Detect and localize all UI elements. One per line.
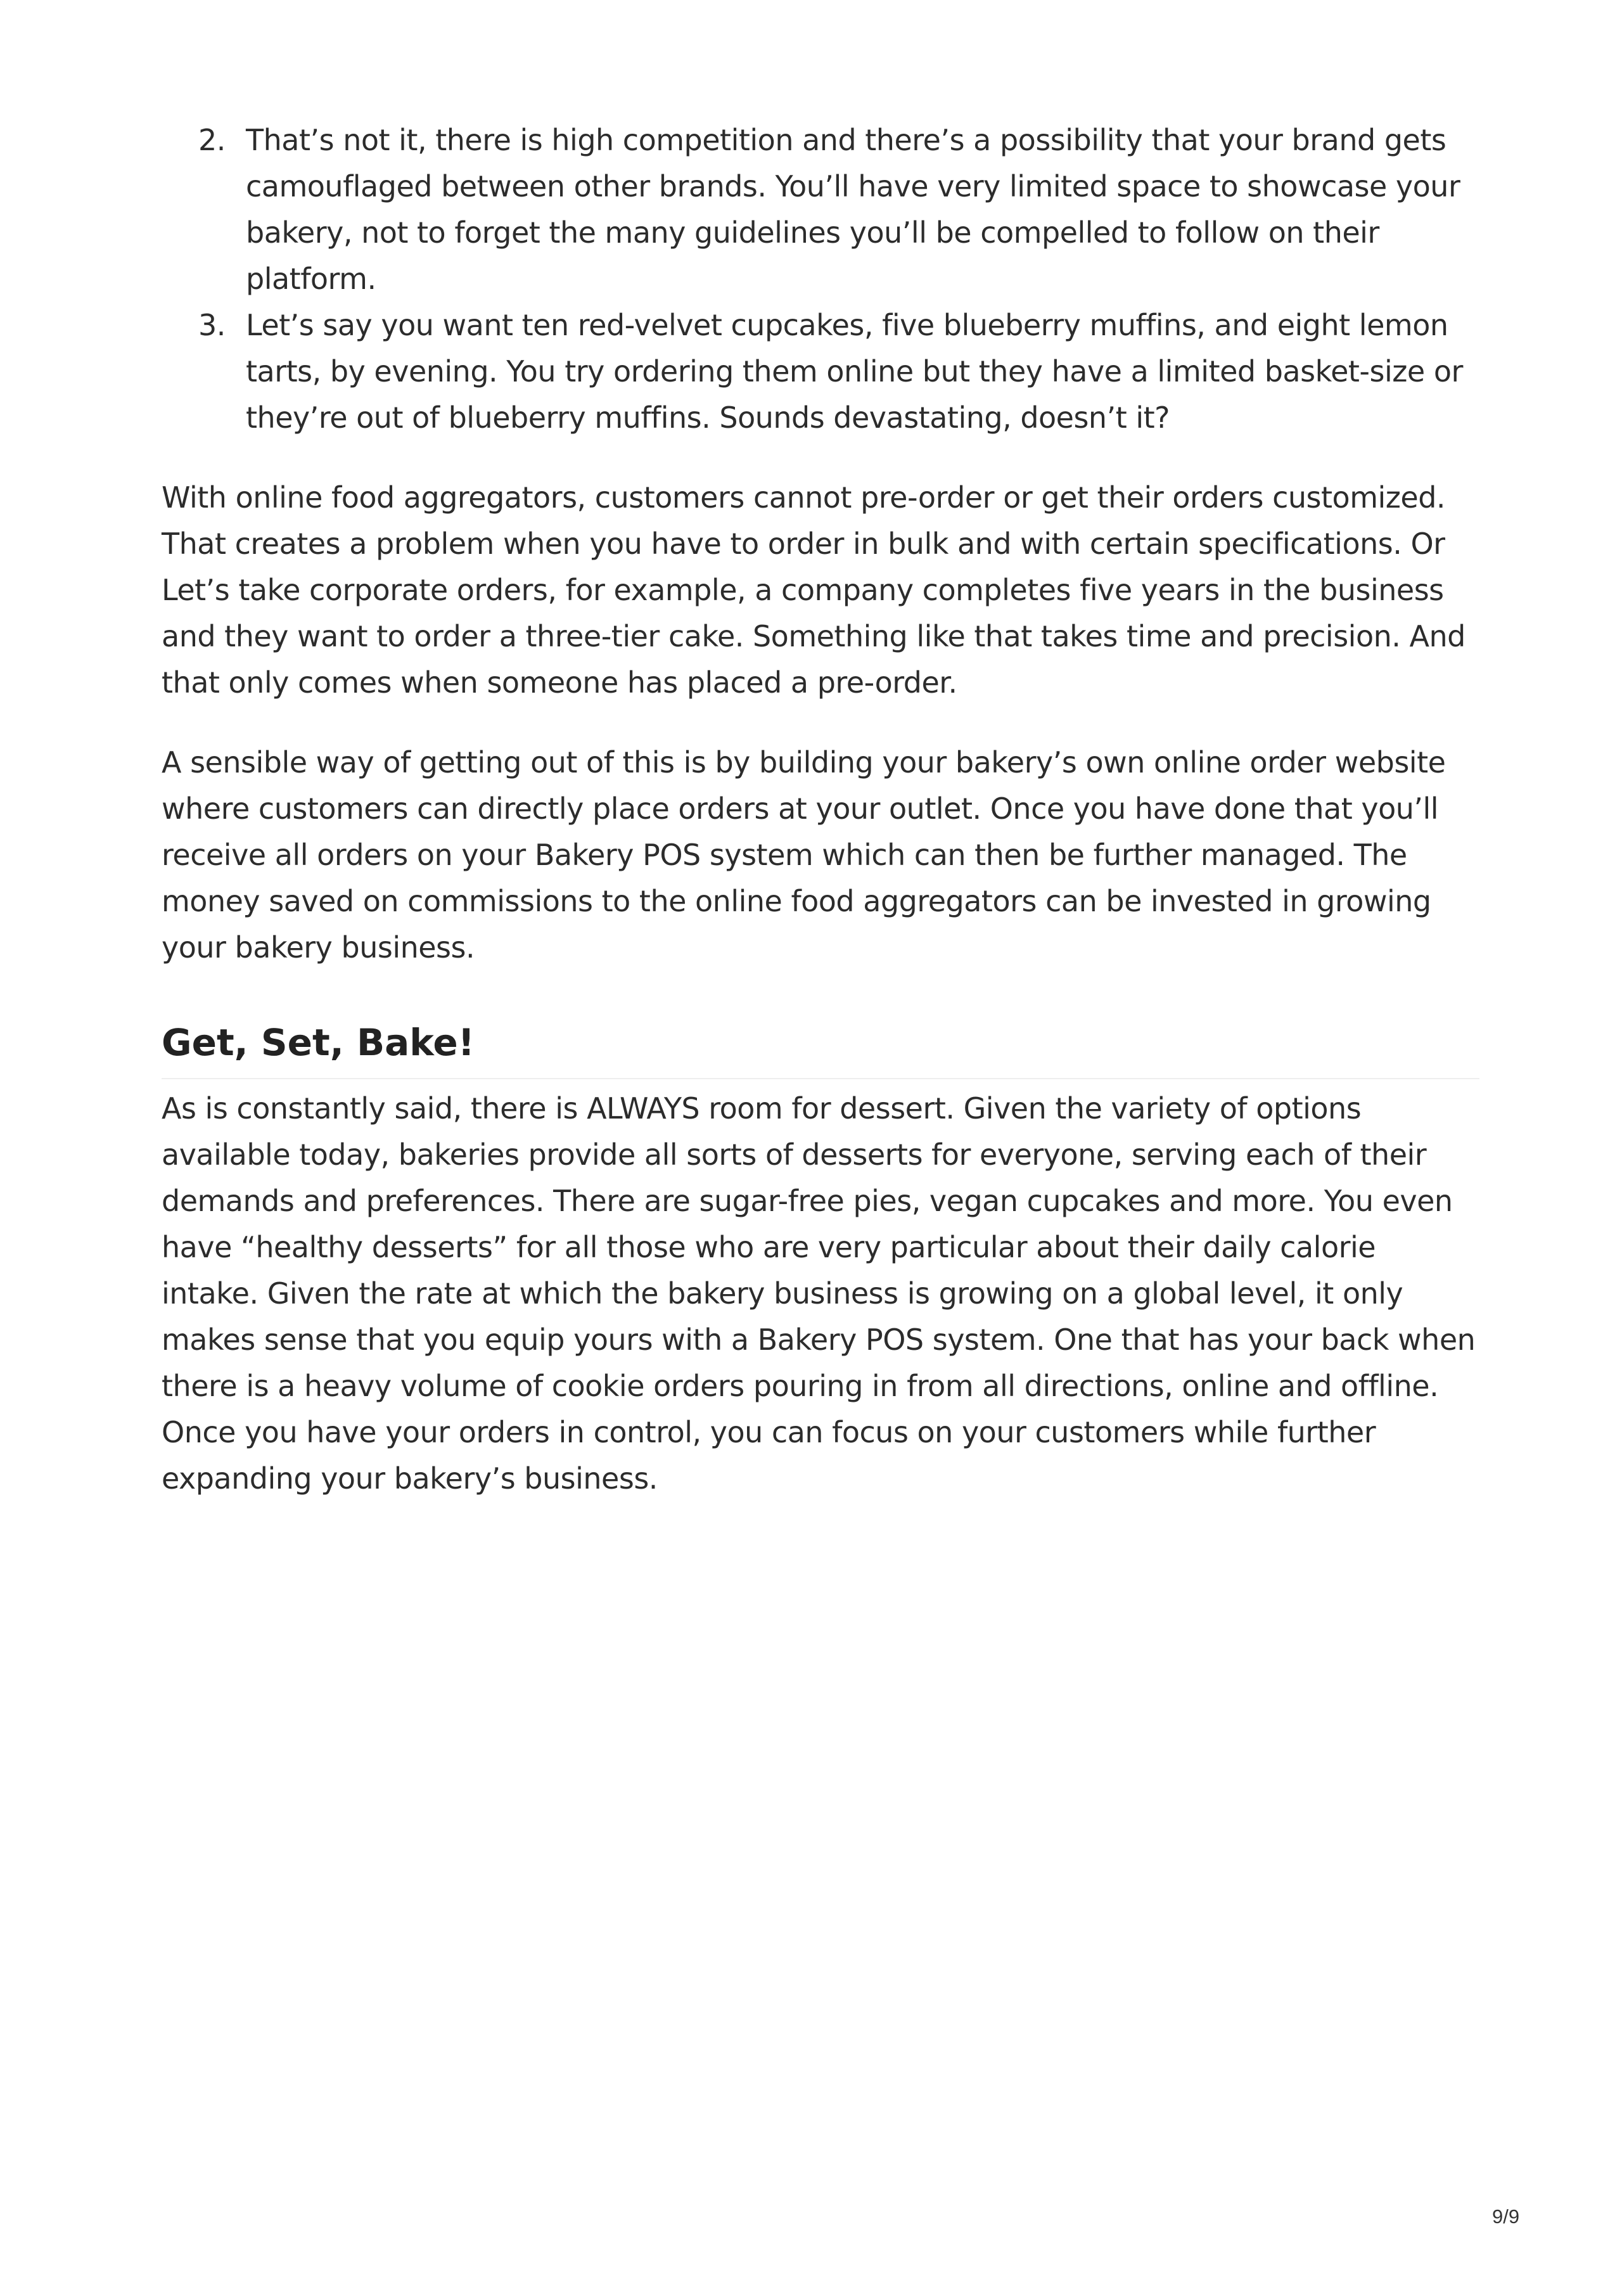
page-number: 9/9	[1492, 2205, 1520, 2228]
article-content	[162, 117, 1479, 1502]
list-item	[162, 117, 1479, 302]
list-item-text: Let’s say you want ten red-velvet cupcakes, five blueberry muffins, and eight lemon tarts, by evening. You try ordering them online but they have a limited basket-size or they’re out of blueberry muffins. Sounds devastating, doesn’t it?	[246, 308, 1463, 435]
list-item-number: 3.	[198, 308, 226, 342]
paragraph-own-website: A sensible way of getting out of this is by building your bakery’s own online order website where customers can directly place orders at your outlet. Once you have done that you’ll receive all orders on your Bakery POS system which can then be further managed. The money saved on commissions to the online food aggregators can be invested in growing your bakery business.	[162, 745, 1446, 965]
list-item-number: 2.	[198, 123, 226, 157]
list-item-text: That’s not it, there is high competition and there’s a possibility that your brand gets camouflaged between other brands. You’ll have very limited space to showcase your bakery, not to forget the many guidelines you’ll be compelled to follow on their platform.	[246, 123, 1460, 296]
section-heading: Get, Set, Bake!	[162, 1020, 1479, 1079]
numbered-list	[162, 117, 1479, 441]
paragraph-conclusion: As is constantly said, there is ALWAYS room for dessert. Given the variety of options available today, bakeries provide all sorts of desserts for everyone, serving each of their demands and preferences. There are sugar-free pies, vegan cupcakes and more. You even have “healthy desserts” for all those who are very particular about their daily calorie intake. Given the rate at which the bakery business is growing on a global level, it only makes sense that you equip yours with a Bakery POS system. One that has your back when there is a heavy volume of cookie orders pouring in from all directions, online and offline. Once you have your orders in control, you can focus on your customers while further expanding your bakery’s business.	[162, 1091, 1476, 1496]
list-item	[162, 302, 1479, 441]
paragraph-preorder: With online food aggregators, customers cannot pre-order or get their orders customized. That creates a problem when you have to order in bulk and with certain specifications. Or Let’s take corporate orders, for example, a company completes five years in the business and they want to order a three-tier cake. Something like that takes time and precision. And that only comes when someone has placed a pre-order.	[162, 480, 1466, 700]
